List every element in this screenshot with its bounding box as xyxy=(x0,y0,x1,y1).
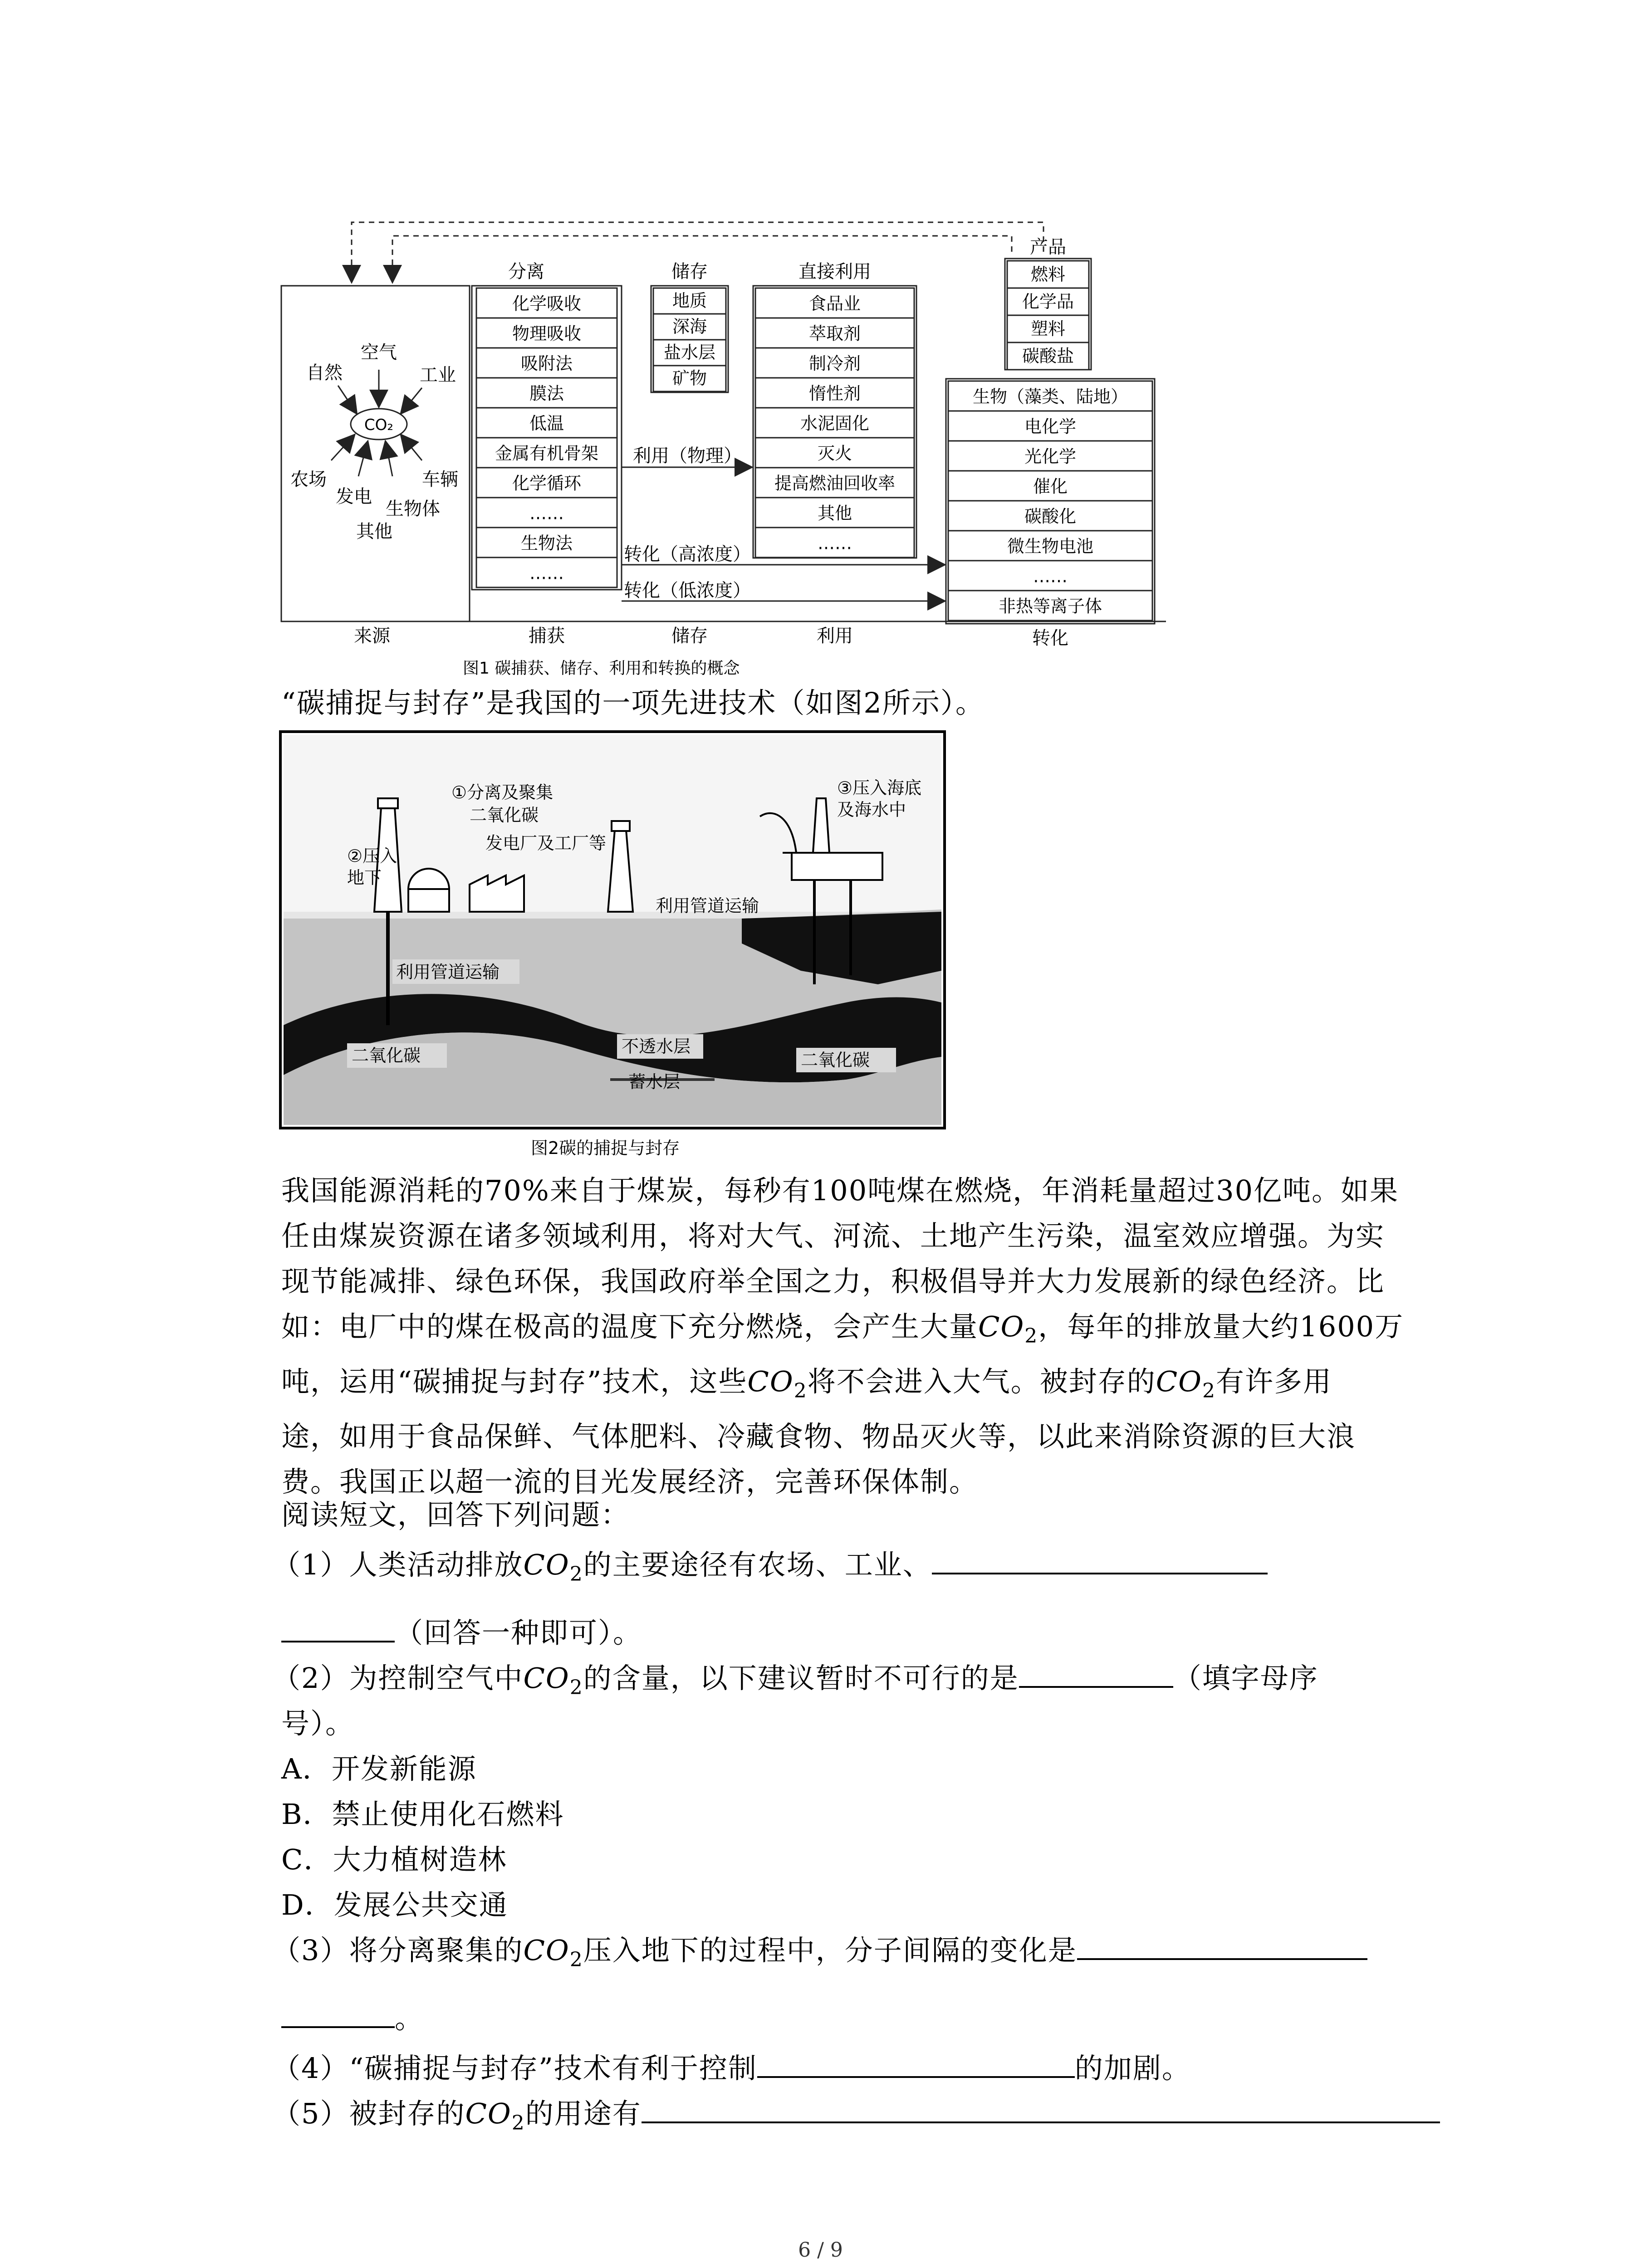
page-number: 6 / 9 xyxy=(798,2239,843,2262)
passage-line: 途，如用于食品保鲜、气体肥料、冷藏食物、物品灭火等，以此来消除资源的巨大浪 xyxy=(281,1420,1356,1453)
fig2-cap-label: 不透水层 xyxy=(622,1036,691,1056)
table-cell-label: 非热等离子体 xyxy=(998,596,1102,616)
table-cell-label: 光化学 xyxy=(1024,446,1077,467)
storage-header: 储存 xyxy=(671,261,708,282)
table-cell-label: 碳酸化 xyxy=(1024,506,1077,527)
option-b: B．禁止使用化石燃料 xyxy=(281,1798,564,1831)
table-cell-label: 食品业 xyxy=(808,293,861,314)
source-item-air: 空气 xyxy=(361,342,397,363)
table-cell-label: 水泥固化 xyxy=(800,413,870,434)
capture-label: 捕获 xyxy=(529,626,565,646)
figure1-caption: 图1 碳捕获、储存、利用和转换的概念 xyxy=(463,659,740,678)
source-item-industry: 工业 xyxy=(420,365,456,386)
table-cell-label: 化学循环 xyxy=(512,473,582,494)
table-cell-label: 低温 xyxy=(529,413,564,434)
storage-label: 储存 xyxy=(671,626,708,646)
source-item-other: 其他 xyxy=(356,521,392,542)
fig2-pipe-label-top: 利用管道运输 xyxy=(656,896,759,916)
table-cell-label: 矿物 xyxy=(672,368,707,389)
table-cell-label: 灭火 xyxy=(817,443,852,464)
use-label: 利用 xyxy=(817,626,853,646)
passage xyxy=(281,1168,1452,1505)
table-cell-label: 物理吸收 xyxy=(512,323,582,344)
question-2-cont: 号）。 xyxy=(281,1707,355,1740)
table-cell-label: 化学品 xyxy=(1022,292,1074,312)
table-cell-label: 膜法 xyxy=(529,383,564,404)
fig2-step3-line1: ③压入海底 xyxy=(837,778,922,798)
table-cell-label: 化学吸收 xyxy=(512,293,582,314)
table-cell-label: …… xyxy=(818,533,852,553)
source-item-nature: 自然 xyxy=(306,362,343,383)
table-cell-label: 生物法 xyxy=(520,533,573,553)
table-cell-label: 塑料 xyxy=(1030,319,1066,339)
arrow-label-low: 转化（低浓度） xyxy=(624,580,751,601)
source-co2: CO₂ xyxy=(364,416,394,434)
source-item-biomass: 生物体 xyxy=(386,499,440,519)
fig2-step1-line2: 二氧化碳 xyxy=(470,805,539,825)
question-1: （1）人类活动排放$CO_2$的主要途径有农场、工业、 xyxy=(272,1542,1268,1586)
table-cell-label: 电化学 xyxy=(1024,416,1077,437)
option-a: A．开发新能源 xyxy=(281,1752,477,1785)
table-cell-label: 燃料 xyxy=(1030,264,1066,285)
intro-text: “碳捕捉与封存”是我国的一项先进技术（如图2所示）。 xyxy=(281,686,985,719)
table-cell-label: 盐水层 xyxy=(663,342,716,363)
answer-blank-1[interactable] xyxy=(932,1545,1268,1574)
table-cell-label: 生物（藻类、陆地） xyxy=(972,386,1128,407)
option-c: C．大力植树造林 xyxy=(281,1843,507,1876)
conversion-label: 转化 xyxy=(1032,628,1068,649)
passage-line: 如：电厂中的煤在极高的温度下充分燃烧，会产生大量$CO_2$，每年的排放量大约1600万 xyxy=(281,1310,1404,1348)
fig2-step3-line2: 及海水中 xyxy=(837,800,906,820)
fig2-pipe-label-left: 利用管道运输 xyxy=(396,962,500,982)
figure2-diagram xyxy=(279,730,946,1129)
arrow-label-high: 转化（高浓度） xyxy=(624,544,751,565)
fig2-step2-line1: ②压入 xyxy=(347,846,397,866)
fig2-co2-left: 二氧化碳 xyxy=(352,1046,421,1066)
passage-line: 现节能减排、绿色环保，我国政府举全国之力，积极倡导并大力发展新的绿色经济。比 xyxy=(281,1265,1385,1298)
table-cell-label: …… xyxy=(529,503,564,523)
source-label: 来源 xyxy=(354,626,390,646)
table-cell-label: 地质 xyxy=(672,291,707,311)
question-1-cont: （回答一种即可）。 xyxy=(281,1610,642,1651)
instruction: 阅读短文，回答下列问题： xyxy=(281,1498,630,1531)
fig2-step2-line2: 地下 xyxy=(347,868,382,888)
answer-blank-3b[interactable] xyxy=(281,1999,395,2028)
table-cell-label: 吸附法 xyxy=(520,353,573,374)
question-3: （3）将分离聚集的$CO_2$压入地下的过程中，分子间隔的变化是 xyxy=(272,1928,1367,1971)
answer-blank-2[interactable] xyxy=(1019,1659,1173,1688)
source-item-farm: 农场 xyxy=(290,469,327,490)
fig2-step1-line1: ①分离及聚集 xyxy=(451,782,554,802)
table-cell-label: 碳酸盐 xyxy=(1022,346,1074,367)
table-cell-label: 提高燃油回收率 xyxy=(774,473,896,494)
figure1-diagram xyxy=(272,213,1180,658)
passage-line: 我国能源消耗的70%来自于煤炭，每秒有100吨煤在燃烧，年消耗量超过30亿吨。如果 xyxy=(281,1174,1399,1207)
table-cell-label: 萃取剂 xyxy=(808,323,861,344)
fig2-aquifer-label: 蓄水层 xyxy=(628,1072,681,1092)
table-cell-label: 深海 xyxy=(672,317,707,337)
table-cell-label: 催化 xyxy=(1033,476,1068,497)
question-2: （2）为控制空气中$CO_2$的含量，以下建议暂时不可行的是 （填字母序 xyxy=(272,1656,1318,1699)
arrow-label-physical: 利用（物理） xyxy=(633,445,742,466)
answer-blank-5[interactable] xyxy=(642,2094,1440,2123)
source-item-power: 发电 xyxy=(336,486,372,507)
table-cell-label: 惰性剂 xyxy=(808,383,861,404)
passage-line: 费。我国正以超一流的目光发展经济，完善环保体制。 xyxy=(281,1465,979,1498)
table-cell-label: 微生物电池 xyxy=(1007,536,1094,557)
passage-line: 任由煤炭资源在诸多领域利用，将对大气、河流、土地产生污染，温室效应增强。为实 xyxy=(281,1219,1385,1252)
products-header: 产品 xyxy=(1030,237,1066,258)
option-d: D．发展公共交通 xyxy=(281,1888,508,1921)
question-4: （4）“碳捕捉与封存”技术有利于控制 的加剧。 xyxy=(272,2046,1191,2086)
answer-blank-4[interactable] xyxy=(757,2049,1075,2078)
fig2-co2-right: 二氧化碳 xyxy=(801,1050,870,1070)
passage-line: 吨，运用“碳捕捉与封存”技术，这些$CO_2$将不会进入大气。被封存的$CO_2$有许多用 xyxy=(281,1365,1332,1403)
question-3-cont: 。 xyxy=(281,1996,424,2036)
direct-use-header: 直接利用 xyxy=(798,261,871,282)
figure2-caption: 图2碳的捕捉与封存 xyxy=(531,1138,680,1158)
question-5: （5）被封存的$CO_2$的用途有 xyxy=(272,2091,1440,2135)
answer-blank-3[interactable] xyxy=(1077,1931,1367,1960)
table-cell-label: 其他 xyxy=(817,503,852,523)
table-cell-label: …… xyxy=(529,563,564,583)
source-item-vehicle: 车辆 xyxy=(422,469,458,490)
table-cell-label: 金属有机骨架 xyxy=(495,443,599,464)
capture-header: 分离 xyxy=(508,261,544,282)
table-cell-label: 制冷剂 xyxy=(808,353,861,374)
fig2-plant-label: 发电厂及工厂等 xyxy=(485,833,607,853)
table-cell-label: …… xyxy=(1033,566,1068,587)
answer-blank-1b[interactable] xyxy=(281,1613,395,1642)
